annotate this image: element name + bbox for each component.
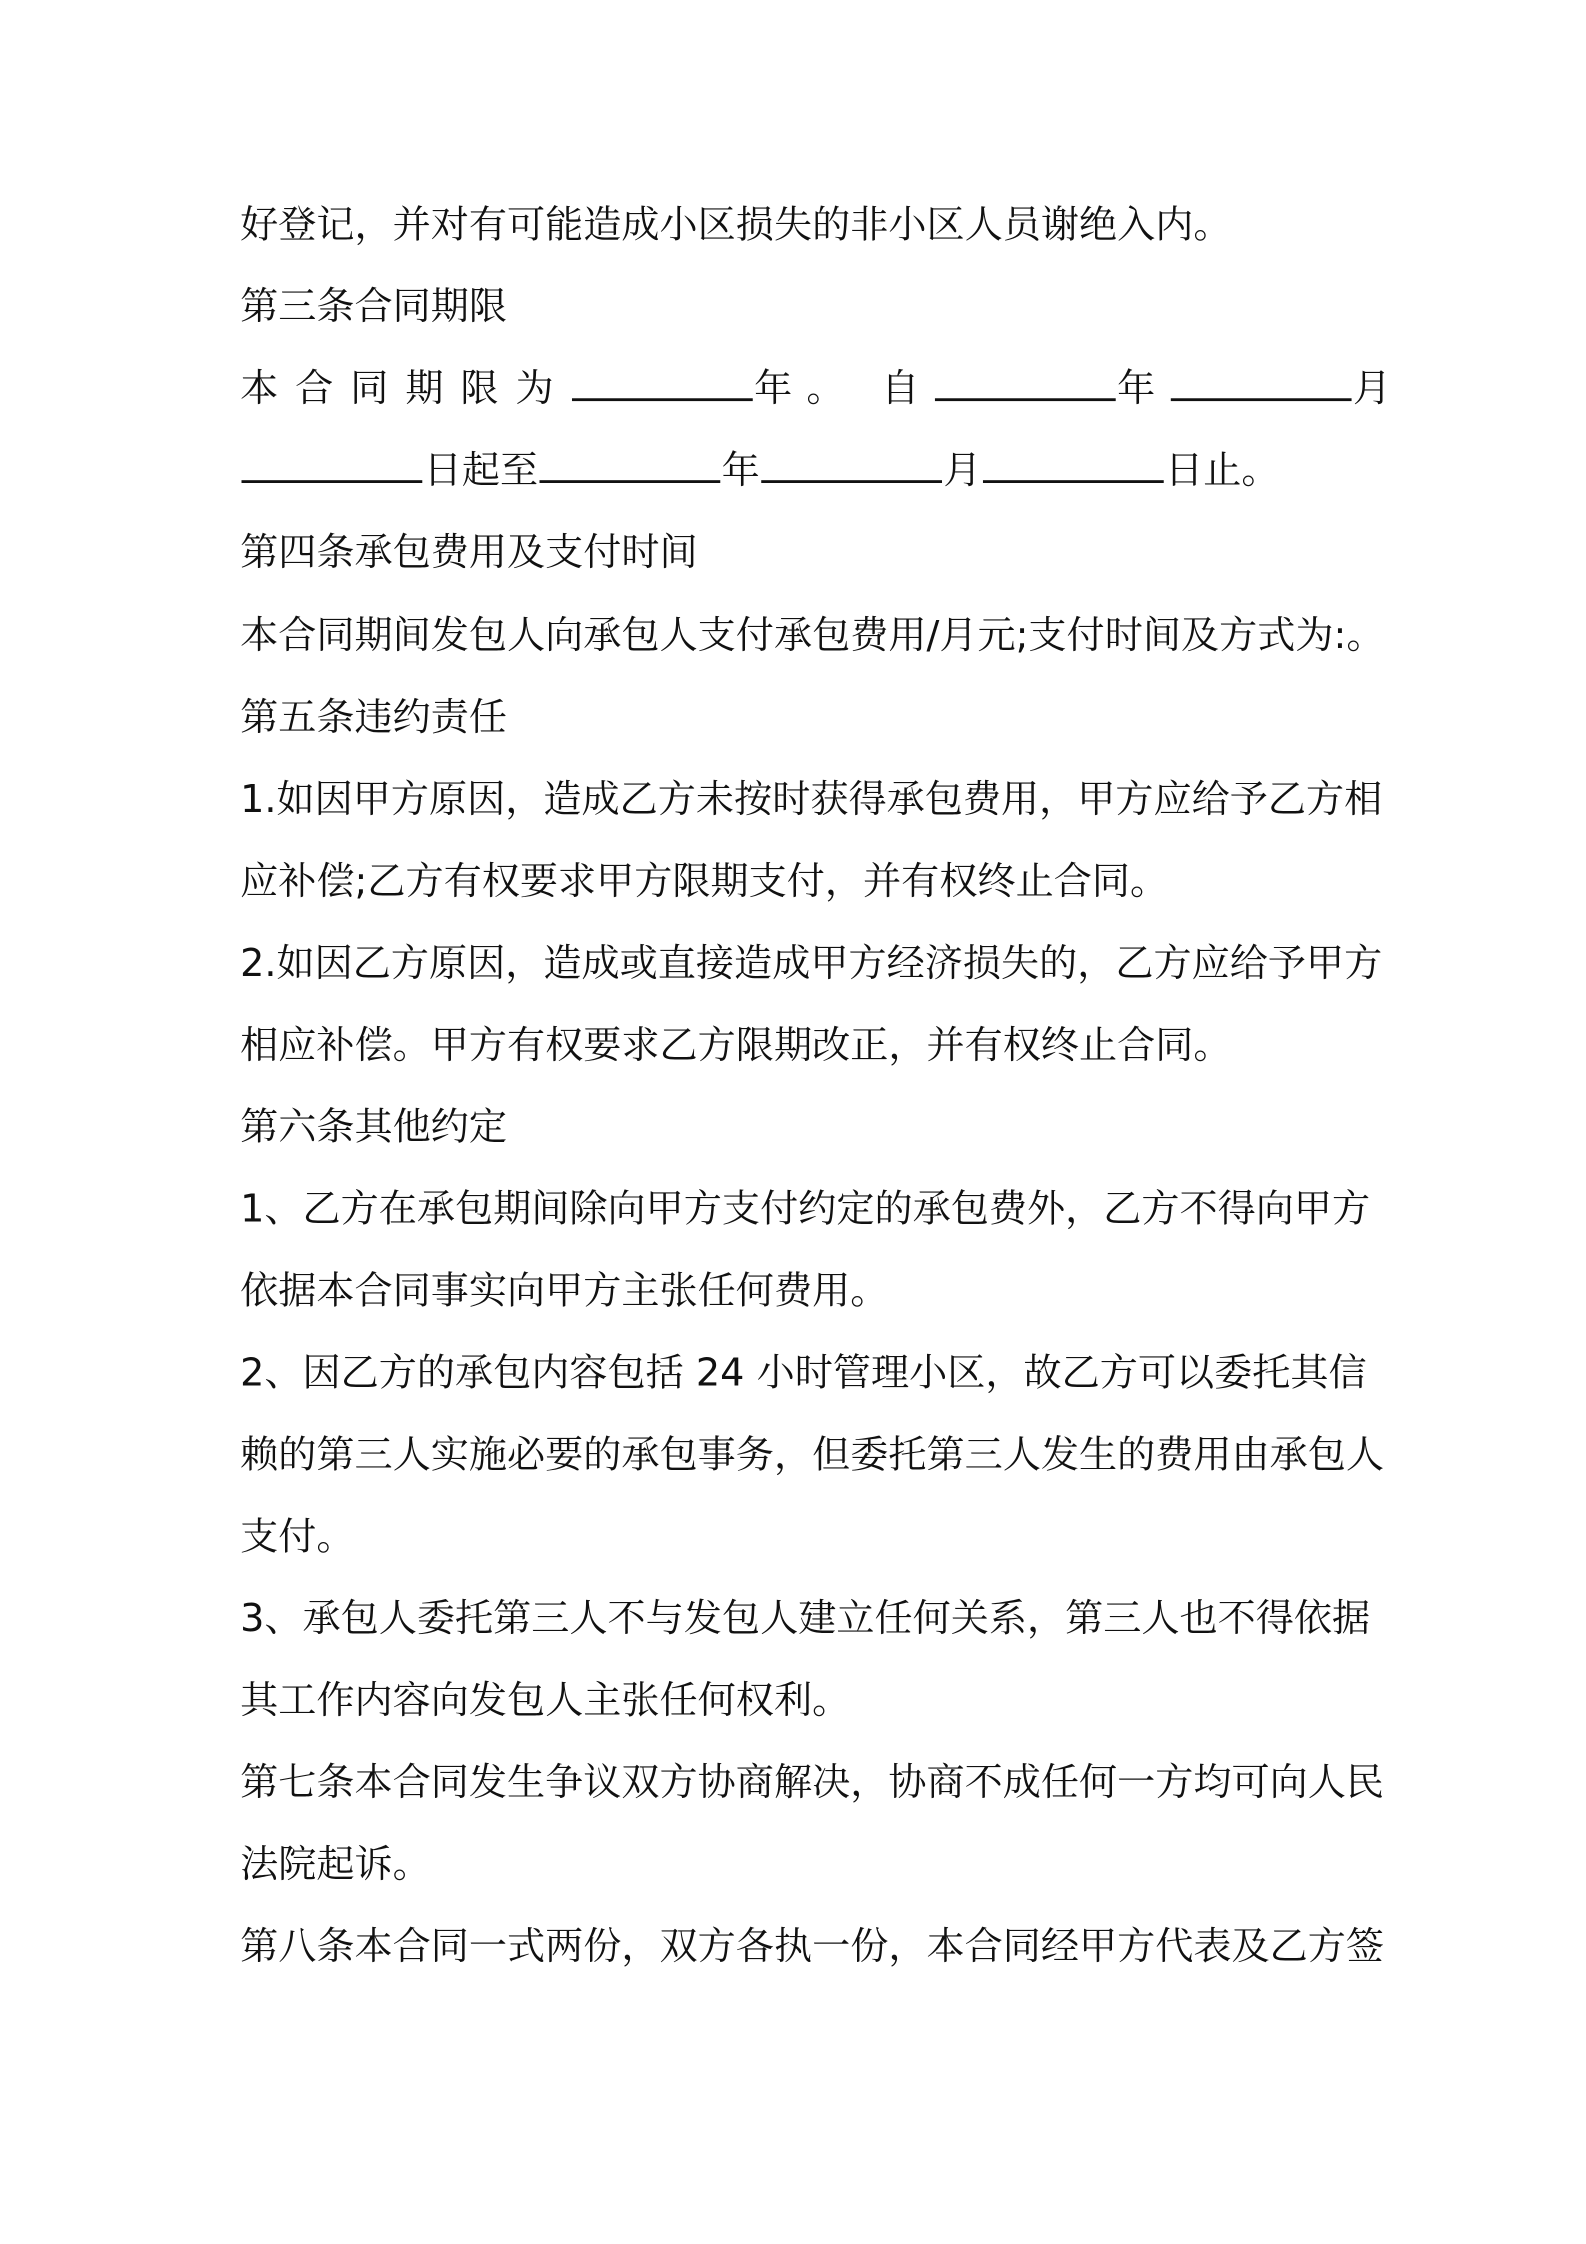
period-mark: 。 <box>806 367 845 411</box>
paragraph-line: 第八条本合同一式两份，双方各执一份，本合同经甲方代表及乙方签 <box>240 1924 1385 1969</box>
paragraph-line: 2.如因乙方原因，造成或直接造成甲方经济损失的，乙方应给予甲方 <box>240 942 1383 986</box>
article-heading: 第六条其他约定 <box>240 1105 508 1150</box>
blank-field[interactable] <box>572 362 753 402</box>
paragraph-line: 1、乙方在承包期间除向甲方支付约定的承包费外，乙方不得向甲方 <box>240 1187 1371 1232</box>
paragraph-line: 法院起诉。 <box>240 1843 431 1887</box>
blank-field[interactable] <box>242 443 423 483</box>
year-unit: 年 <box>754 367 793 411</box>
blank-field[interactable] <box>935 362 1116 402</box>
paragraph-line: 相应补偿。甲方有权要求乙方限期改正，并有权终止合同。 <box>240 1023 1232 1068</box>
paragraph-line: 支付。 <box>240 1515 355 1560</box>
paragraph-line: 好登记，并对有可能造成小区损失的非小区人员谢绝入内。 <box>240 203 1232 248</box>
term-prefix: 本合同期限为 <box>240 367 571 411</box>
blank-field[interactable] <box>983 443 1164 483</box>
contract-term-line-2 <box>240 443 1279 499</box>
year-unit: 年 <box>1117 367 1156 411</box>
year-unit: 年 <box>721 449 760 493</box>
article-heading: 第三条合同期限 <box>240 285 508 330</box>
paragraph-line: 本合同期间发包人向承包人支付承包费用/月元;支付时间及方式为:。 <box>240 614 1385 659</box>
paragraph-line: 赖的第三人实施必要的承包事务，但委托第三人发生的费用由承包人 <box>240 1433 1385 1478</box>
paragraph-line: 1.如因甲方原因，造成乙方未按时获得承包费用，甲方应给予乙方相 <box>240 778 1383 822</box>
paragraph-line: 3、承包人委托第三人不与发包人建立任何关系，第三人也不得依据 <box>240 1597 1371 1642</box>
blank-field[interactable] <box>539 443 720 483</box>
month-unit: 月 <box>1352 367 1392 411</box>
contract-term-line <box>240 362 1391 418</box>
blank-field[interactable] <box>761 443 942 483</box>
paragraph-line: 应补偿;乙方有权要求甲方限期支付，并有权终止合同。 <box>240 860 1169 904</box>
from-label: 自 <box>881 367 920 411</box>
paragraph-line: 依据本合同事实向甲方主张任何费用。 <box>240 1269 889 1314</box>
article-heading: 第五条违约责任 <box>240 696 508 741</box>
paragraph-line: 2、因乙方的承包内容包括 24 小时管理小区，故乙方可以委托其信 <box>240 1351 1367 1396</box>
paragraph-line: 其工作内容向发包人主张任何权利。 <box>240 1679 851 1724</box>
article-heading: 第四条承包费用及支付时间 <box>240 531 698 575</box>
day-end-label: 日止。 <box>1165 449 1280 493</box>
month-unit: 月 <box>943 449 982 493</box>
paragraph-line: 第七条本合同发生争议双方协商解决，协商不成任何一方均可向人民 <box>240 1761 1385 1805</box>
blank-field[interactable] <box>1171 362 1352 402</box>
day-from-label: 日起至 <box>423 449 539 493</box>
